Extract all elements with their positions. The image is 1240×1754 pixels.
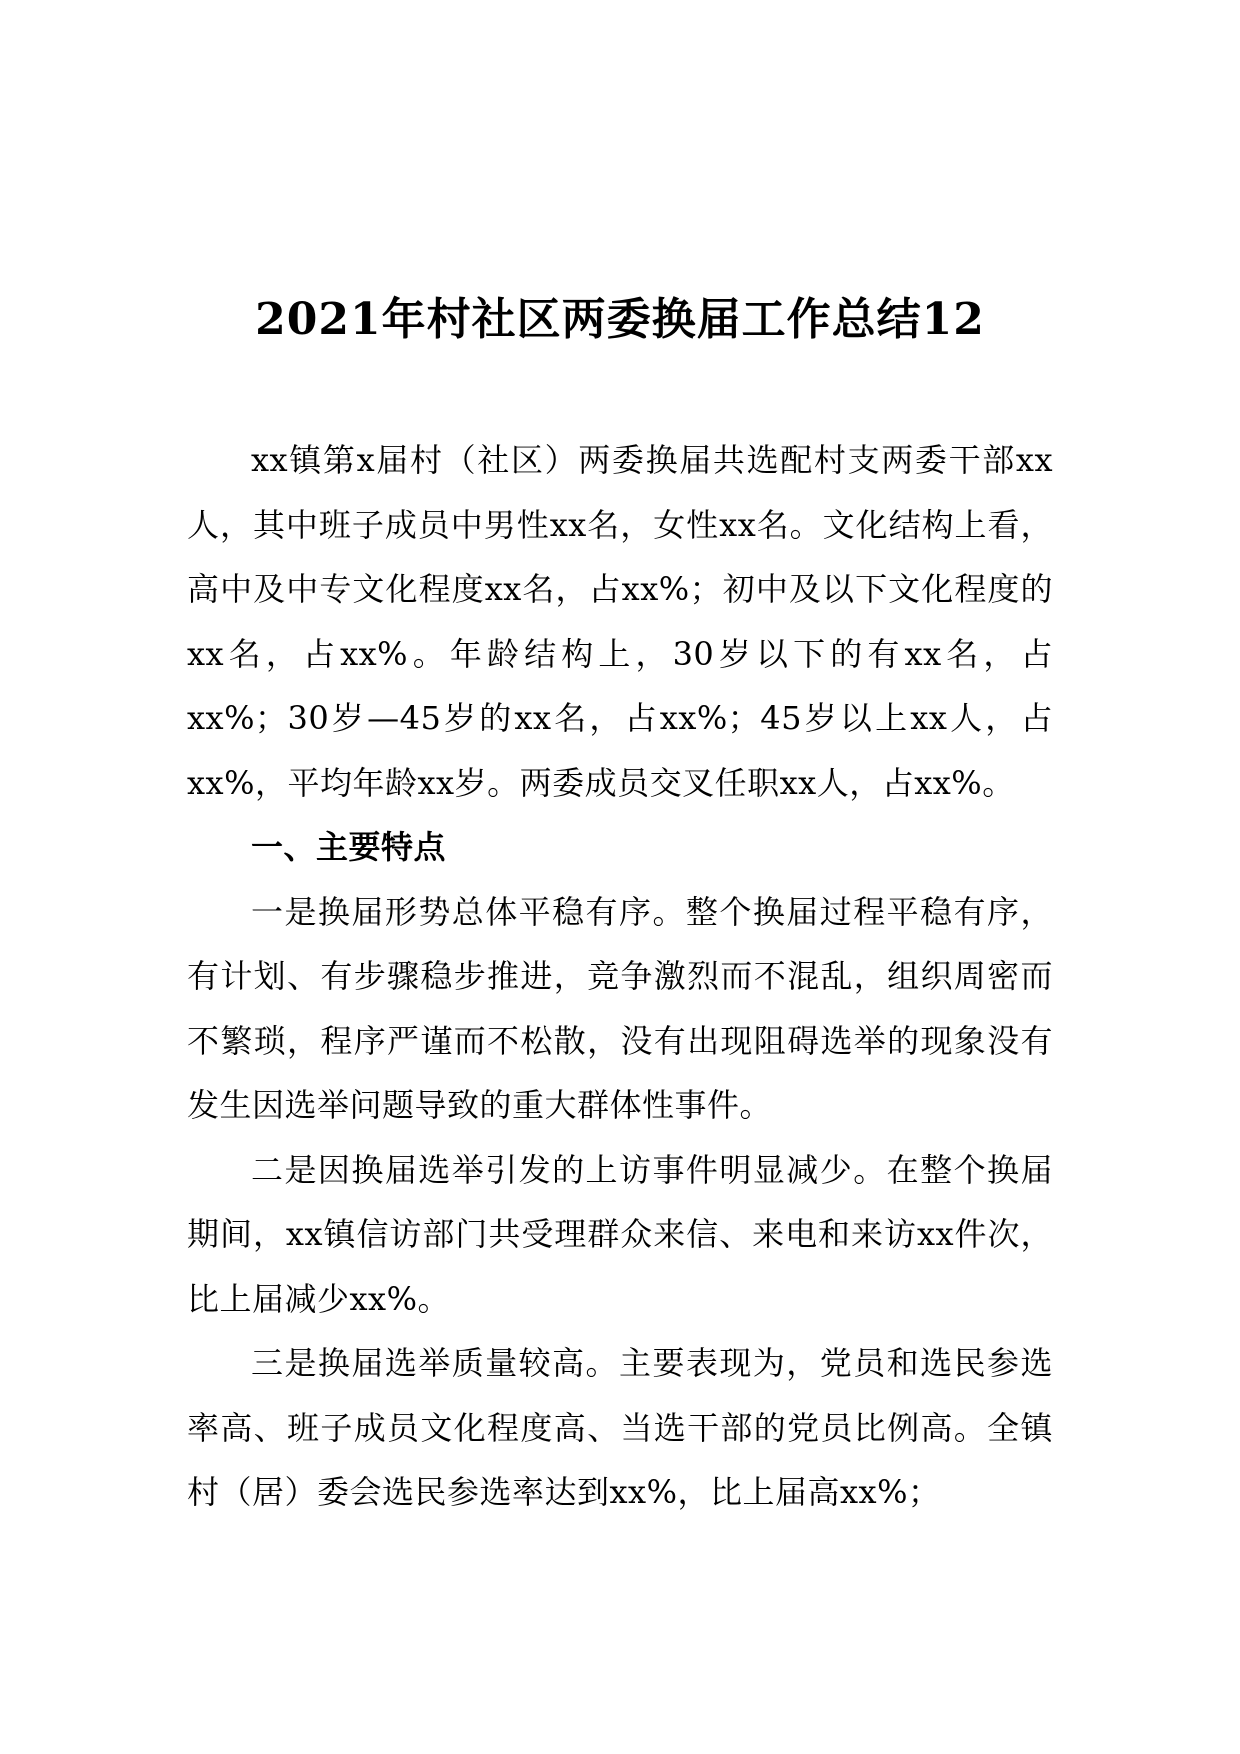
document-body <box>187 428 1053 1525</box>
point-three-paragraph: 三是换届选举质量较高。主要表现为，党员和选民参选率高、班子成员文化程度高、当选干部的党员比例高。全镇村（居）委会选民参选率达到xx%，比上届高xx%； <box>187 1344 1053 1511</box>
document-title: 2021年村社区两委换届工作总结12 <box>255 294 985 345</box>
intro-paragraph: xx镇第x届村（社区）两委换届共选配村支两委干部xx人，其中班子成员中男性xx名，女性xx名。文化结构上看，高中及中专文化程度xx名，占xx%；初中及以下文化程度的xx名，占xx%。年龄结构上，30岁以下的有xx名，占xx%；30岁—45岁的xx名，占xx%；45岁以上xx人，占xx%，平均年龄xx岁。两委成员交叉任职xx人，占xx%。 <box>187 441 1053 802</box>
point-two-paragraph: 二是因换届选举引发的上访事件明显减少。在整个换届期间，xx镇信访部门共受理群众来信、来电和来访xx件次，比上届减少xx%。 <box>187 1150 1053 1318</box>
section-heading-main-features: 一、主要特点 <box>251 828 447 866</box>
point-one-paragraph: 一是换届形势总体平稳有序。整个换届过程平稳有序，有计划、有步骤稳步推进，竞争激烈而不混乱，组织周密而不繁琐，程序严谨而不松散，没有出现阻碍选举的现象没有发生因选举问题导致的重大群体性事件。 <box>187 892 1053 1124</box>
